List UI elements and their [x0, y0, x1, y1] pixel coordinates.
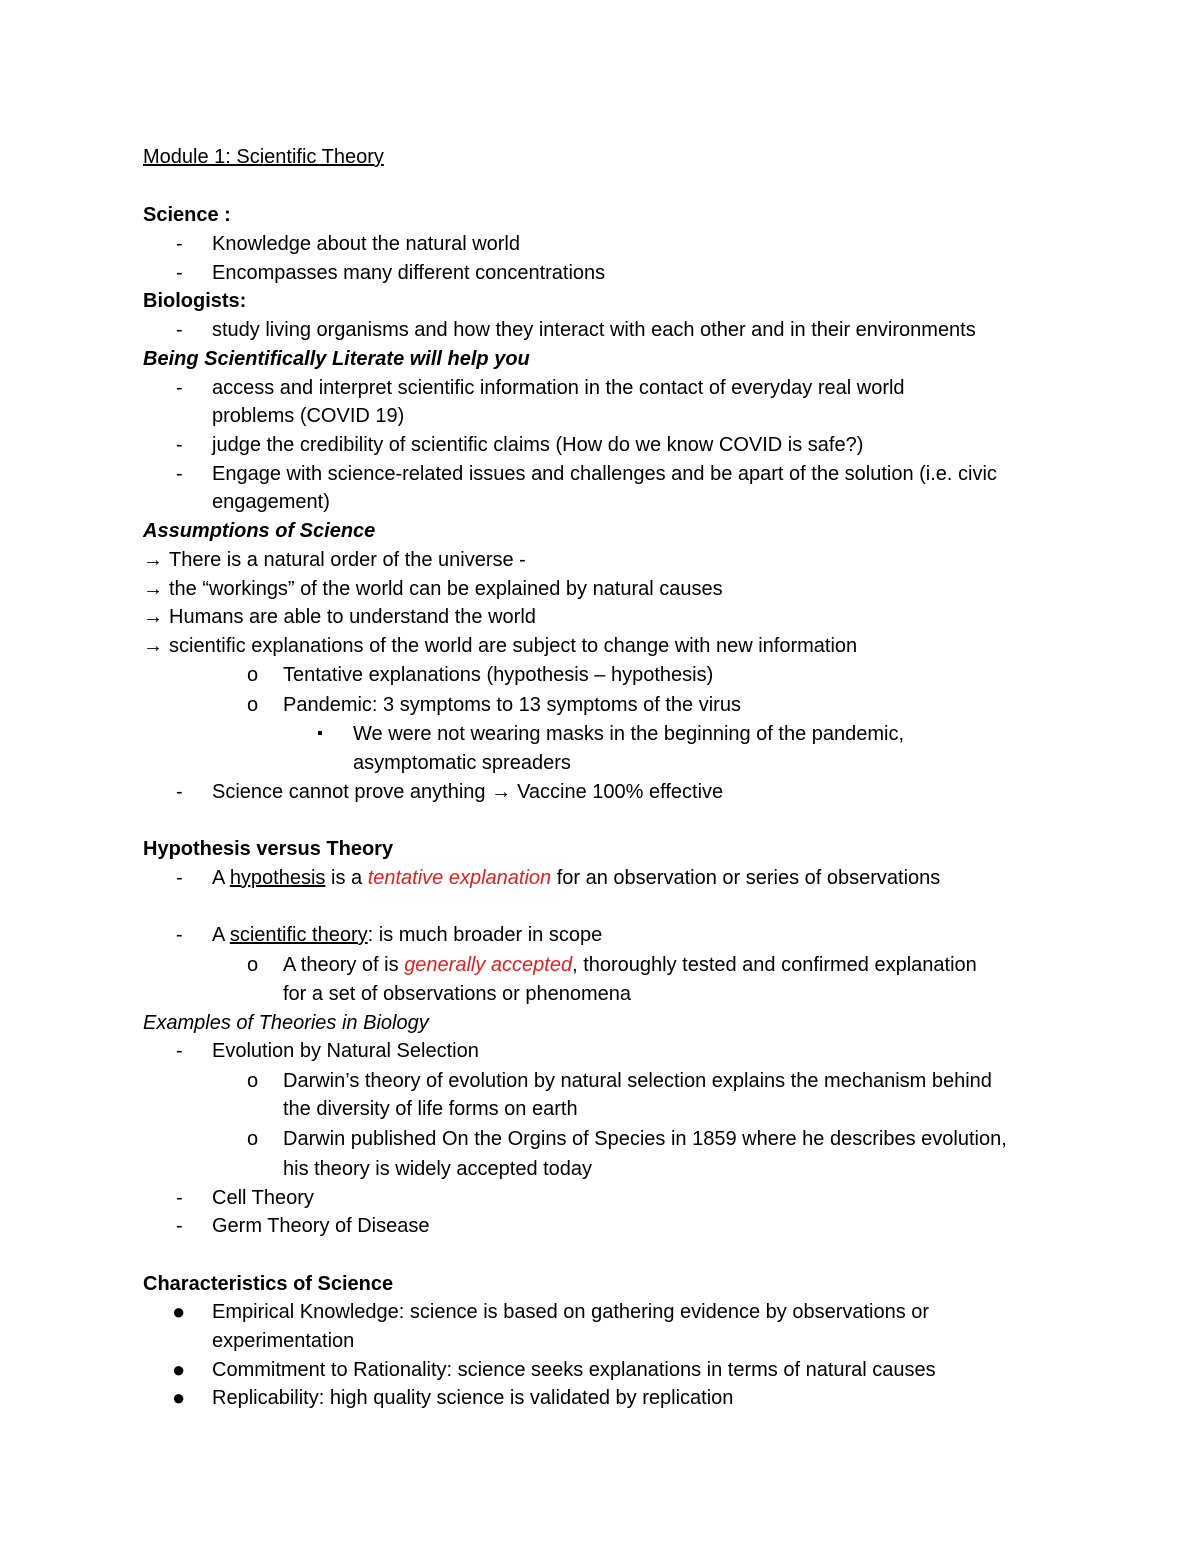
cannot-prove-text: Science cannot prove anything	[212, 781, 486, 803]
bullet-marker: ●	[172, 1299, 186, 1324]
dash-marker: -	[176, 1040, 183, 1062]
assumption-subsub: We were not wearing masks in the beginning of the pandemic,	[353, 723, 905, 745]
characteristics-heading: Characteristics of Science	[143, 1273, 394, 1295]
assumption-arrow-item	[143, 633, 857, 659]
biologists-item-1: study living organisms and how they interact with each other and in their environments	[212, 319, 976, 341]
dash-marker: -	[176, 262, 183, 284]
tentative-explanation-highlight: tentative explanation	[367, 867, 552, 889]
bullet-marker: ●	[172, 1357, 186, 1382]
assumption-text: the “workings” of the world can be explained by natural causes	[169, 578, 723, 600]
examples-heading: Examples of Theories in Biology	[143, 1012, 429, 1034]
arrow-icon: →	[143, 578, 163, 600]
assumption-arrow-item	[143, 576, 723, 602]
assumption-sub-2: Pandemic: 3 symptoms to 13 symptoms of the virus	[283, 694, 741, 716]
dash-marker: -	[176, 434, 183, 456]
dash-marker: -	[176, 1187, 183, 1209]
dash-marker: -	[176, 1215, 183, 1237]
text-fragment: A theory of is	[283, 954, 399, 976]
circle-marker: o	[247, 694, 259, 716]
science-item-1: Knowledge about the natural world	[212, 233, 520, 255]
arrow-icon: →	[143, 606, 163, 628]
literate-item-1: access and interpret scientific information in the contact of everyday real world	[212, 377, 905, 399]
theory-sub	[283, 952, 977, 978]
assumption-subsub-cont: asymptomatic spreaders	[353, 752, 571, 774]
dash-marker: -	[176, 463, 183, 485]
dash-marker: -	[176, 233, 183, 255]
literate-heading: Being Scientifically Literate will help you	[143, 348, 530, 370]
text-fragment: A	[212, 867, 225, 889]
literate-item-3: Engage with science-related issues and challenges and be apart of the solution (i.e. civic	[212, 463, 997, 485]
darwin-item-2-cont: his theory is widely accepted today	[283, 1158, 593, 1180]
examples-germ: Germ Theory of Disease	[212, 1215, 430, 1237]
literate-item-2: judge the credibility of scientific claims (How do we know COVID is safe?)	[212, 434, 864, 456]
theory-sub-cont: for a set of observations or phenomena	[283, 983, 631, 1005]
science-heading: Science :	[143, 204, 231, 226]
assumptions-heading: Assumptions of Science	[143, 520, 376, 542]
dash-marker: -	[176, 377, 183, 399]
darwin-item-2: Darwin published On the Orgins of Species in 1859 where he describes evolution,	[283, 1128, 1007, 1150]
hypothesis-definition	[212, 865, 940, 891]
characteristic-empirical-cont: experimentation	[212, 1330, 355, 1352]
dash-marker: -	[176, 924, 183, 946]
hypothesis-term: hypothesis	[229, 867, 326, 889]
characteristic-rationality: Commitment to Rationality: science seeks explanations in terms of natural causes	[212, 1359, 936, 1381]
circle-marker: o	[247, 1128, 259, 1150]
cannot-prove-item	[212, 779, 723, 805]
biologists-heading: Biologists:	[143, 290, 247, 312]
assumption-text: Humans are able to understand the world	[169, 606, 536, 628]
assumption-text: There is a natural order of the universe -	[169, 549, 526, 571]
hypothesis-heading: Hypothesis versus Theory	[143, 838, 394, 860]
assumption-arrow-item	[143, 547, 526, 573]
circle-marker: o	[247, 664, 259, 686]
science-item-2: Encompasses many different concentrations	[212, 262, 606, 284]
page-title: Module 1: Scientific Theory	[143, 146, 384, 168]
characteristic-empirical: Empirical Knowledge: science is based on gathering evidence by observations or	[212, 1301, 930, 1323]
literate-item-3-cont: engagement)	[212, 491, 330, 513]
circle-marker: o	[247, 1070, 259, 1092]
cannot-prove-tail: Vaccine 100% effective	[517, 781, 724, 803]
bullet-marker: ●	[172, 1385, 186, 1410]
assumption-text: scientific explanations of the world are subject to change with new information	[169, 635, 858, 657]
examples-evolution: Evolution by Natural Selection	[212, 1040, 479, 1062]
examples-cell: Cell Theory	[212, 1187, 314, 1209]
dash-marker: -	[176, 781, 183, 803]
characteristic-replicability: Replicability: high quality science is validated by replication	[212, 1387, 734, 1409]
text-fragment: is a	[331, 867, 363, 889]
dash-marker: -	[176, 319, 183, 341]
literate-item-1-cont: problems (COVID 19)	[212, 405, 405, 427]
assumption-arrow-item	[143, 604, 536, 630]
dash-marker: -	[176, 867, 183, 889]
arrow-icon: →	[491, 781, 512, 803]
generally-accepted-highlight: generally accepted	[404, 954, 573, 976]
scientific-theory-term: scientific theory	[229, 924, 368, 946]
text-fragment: A	[212, 924, 225, 946]
theory-definition	[212, 922, 602, 948]
darwin-item-1-cont: the diversity of life forms on earth	[283, 1098, 578, 1120]
text-fragment: : is much broader in scope	[367, 924, 603, 946]
square-marker: ▪	[317, 725, 323, 742]
assumption-sub-1: Tentative explanations (hypothesis – hypothesis)	[283, 664, 714, 686]
text-fragment: , thoroughly tested and confirmed explanation	[572, 954, 977, 976]
arrow-icon: →	[143, 549, 163, 571]
text-fragment: for an observation or series of observations	[556, 867, 941, 889]
circle-marker: o	[247, 954, 259, 976]
arrow-icon: →	[143, 635, 163, 657]
darwin-item-1: Darwin’s theory of evolution by natural selection explains the mechanism behind	[283, 1070, 992, 1092]
